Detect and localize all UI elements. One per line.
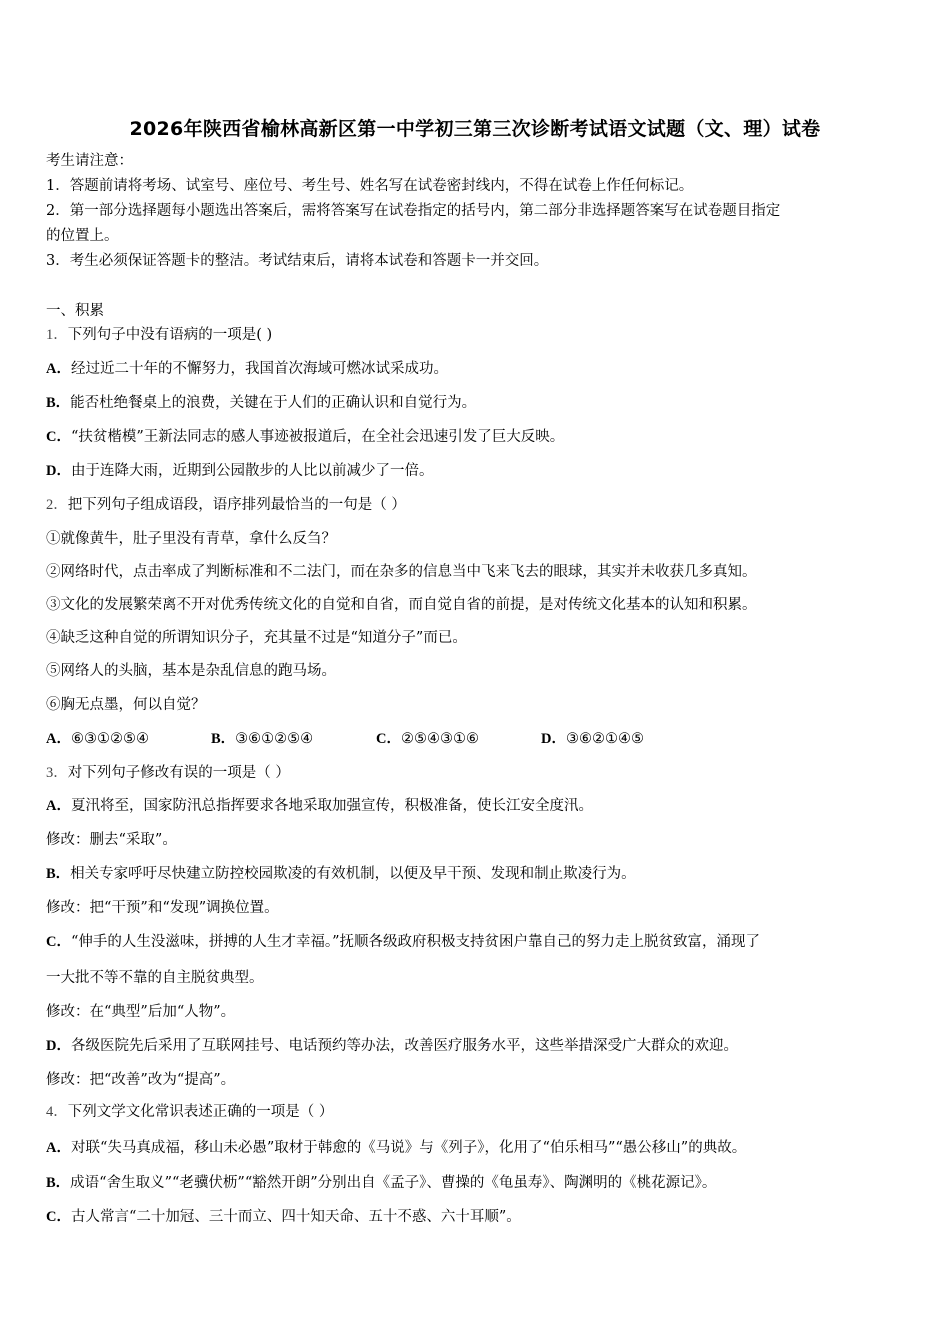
q4-option-a xyxy=(46,1139,746,1157)
question-text: 对下列句子修改有误的一项是（ ） xyxy=(67,765,290,781)
option-label: C． xyxy=(376,731,401,747)
option-label: D． xyxy=(46,1038,71,1054)
option-label: A． xyxy=(46,731,71,747)
option-label: C． xyxy=(46,429,71,445)
notice-heading: 考生请注意： xyxy=(46,153,133,169)
q2-sentence: ⑥胸无点墨，何以自觉？ xyxy=(46,697,206,713)
q2-choice-c xyxy=(376,730,479,748)
q2-sentence: ⑤网络人的头脑，基本是杂乱信息的跑马场。 xyxy=(46,663,336,679)
q3-line xyxy=(46,797,593,815)
question-number: 4． xyxy=(46,1104,68,1120)
q2-sentence: ②网络时代，点击率成了判断标准和不二法门，而在杂多的信息当中飞来飞去的眼球，其实并未收获几多真知。 xyxy=(46,564,757,580)
option-text: “伸手的人生没滋味，拼搏的人生才幸福。”抚顺各级政府积极支持贫困户靠自己的努力走上脱贫致富，涌现了 xyxy=(70,934,761,950)
option-label: A． xyxy=(46,798,71,814)
option-text: ②⑤④③①⑥ xyxy=(400,731,479,747)
q1-option-b xyxy=(46,394,476,412)
question-4-stem xyxy=(46,1103,333,1121)
notice-item: 1．答题前请将考场、试室号、座位号、考生号、姓名写在试卷密封线内，不得在试卷上作任何标记。 xyxy=(46,178,694,194)
option-text: 经过近二十年的不懈努力，我国首次海域可燃冰试采成功。 xyxy=(70,361,448,377)
page-title: 2026年陕西省榆林高新区第一中学初三第三次诊断考试语文试题（文、理）试卷 xyxy=(129,118,821,140)
q2-choice-a xyxy=(46,730,149,748)
option-label: C． xyxy=(46,1209,71,1225)
q1-option-a xyxy=(46,360,448,378)
q3-line xyxy=(46,933,760,951)
q2-sentence: ①就像黄牛，肚子里没有青草，拿什么反刍？ xyxy=(46,531,336,547)
q3-line: 修改：在“典型”后加“人物”。 xyxy=(46,1004,236,1020)
notice-item: 的位置上。 xyxy=(46,228,119,244)
q2-choice-d xyxy=(541,730,644,748)
q4-option-c xyxy=(46,1208,521,1226)
question-number: 3． xyxy=(46,765,68,781)
question-text: 下列句子中没有语病的一项是( ) xyxy=(67,327,273,343)
question-3-stem xyxy=(46,764,290,782)
q1-option-c xyxy=(46,428,564,446)
option-text: ③⑥①②⑤④ xyxy=(235,731,314,747)
option-label: B． xyxy=(211,731,236,747)
option-text: 能否杜绝餐桌上的浪费，关键在于人们的正确认识和自觉行为。 xyxy=(70,395,477,411)
q3-line: 修改：删去“采取”。 xyxy=(46,832,177,848)
option-text: 成语“舍生取义”“老骥伏枥”“豁然开朗”分别出自《孟子》、曹操的《龟虽寿》、陶渊明的《桃花源记》。 xyxy=(70,1175,717,1191)
option-label: B． xyxy=(46,395,71,411)
option-text: “扶贫楷模”王新法同志的感人事迹被报道后，在全社会迅速引发了巨大反映。 xyxy=(70,429,565,445)
q4-option-b xyxy=(46,1174,716,1192)
q3-line xyxy=(46,1037,738,1055)
question-number: 2． xyxy=(46,497,68,513)
option-label: D． xyxy=(46,463,71,479)
question-number: 1． xyxy=(46,327,68,343)
option-label: A． xyxy=(46,361,71,377)
q2-sentence: ③文化的发展繁荣离不开对优秀传统文化的自觉和自省，而自觉自省的前提，是对传统文化基本的认知和积累。 xyxy=(46,597,757,613)
option-label: C． xyxy=(46,934,71,950)
q3-line xyxy=(46,865,636,883)
option-text: ⑥③①②⑤④ xyxy=(70,731,149,747)
option-label: B． xyxy=(46,866,71,882)
option-text: 古人常言“二十加冠、三十而立、四十知天命、五十不惑、六十耳顺”。 xyxy=(70,1209,521,1225)
option-label: D． xyxy=(541,731,566,747)
q3-line: 修改：把“干预”和“发现”调换位置。 xyxy=(46,900,279,916)
notice-item: 3．考生必须保证答题卡的整洁。考试结束后，请将本试卷和答题卡一并交回。 xyxy=(46,253,549,269)
q3-line: 一大批不等不靠的自主脱贫典型。 xyxy=(46,970,264,986)
question-2-stem xyxy=(46,496,406,514)
question-text: 把下列句子组成语段，语序排列最恰当的一句是（ ） xyxy=(67,497,406,513)
option-text: 相关专家呼吁尽快建立防控校园欺凌的有效机制，以便及早干预、发现和制止欺凌行为。 xyxy=(70,866,636,882)
question-text: 下列文学文化常识表述正确的一项是（ ） xyxy=(67,1104,334,1120)
question-1-stem xyxy=(46,326,272,344)
q3-line: 修改：把“改善”改为“提高”。 xyxy=(46,1072,236,1088)
notice-item: 2．第一部分选择题每小题选出答案后，需将答案写在试卷指定的括号内，第二部分非选择题答案写在试卷题目指定 xyxy=(46,203,781,219)
option-label: B． xyxy=(46,1175,71,1191)
q2-sentence: ④缺乏这种自觉的所谓知识分子，充其量不过是“知道分子”而已。 xyxy=(46,630,467,646)
option-text: 对联“失马真成福，移山未必愚”取材于韩愈的《马说》与《列子》，化用了“伯乐相马”“愚公移山”的典故。 xyxy=(70,1140,747,1156)
q2-choice-b xyxy=(211,730,313,748)
option-text: ③⑥②①④⑤ xyxy=(565,731,644,747)
section-heading: 一、积累 xyxy=(46,303,104,319)
option-text: 各级医院先后采用了互联网挂号、电话预约等办法，改善医疗服务水平，这些举措深受广大群众的欢迎。 xyxy=(70,1038,738,1054)
option-text: 夏汛将至，国家防汛总指挥要求各地采取加强宣传，积极准备，使长江安全度汛。 xyxy=(70,798,593,814)
option-text: 由于连降大雨，近期到公园散步的人比以前减少了一倍。 xyxy=(70,463,434,479)
option-label: A． xyxy=(46,1140,71,1156)
q1-option-d xyxy=(46,462,433,480)
